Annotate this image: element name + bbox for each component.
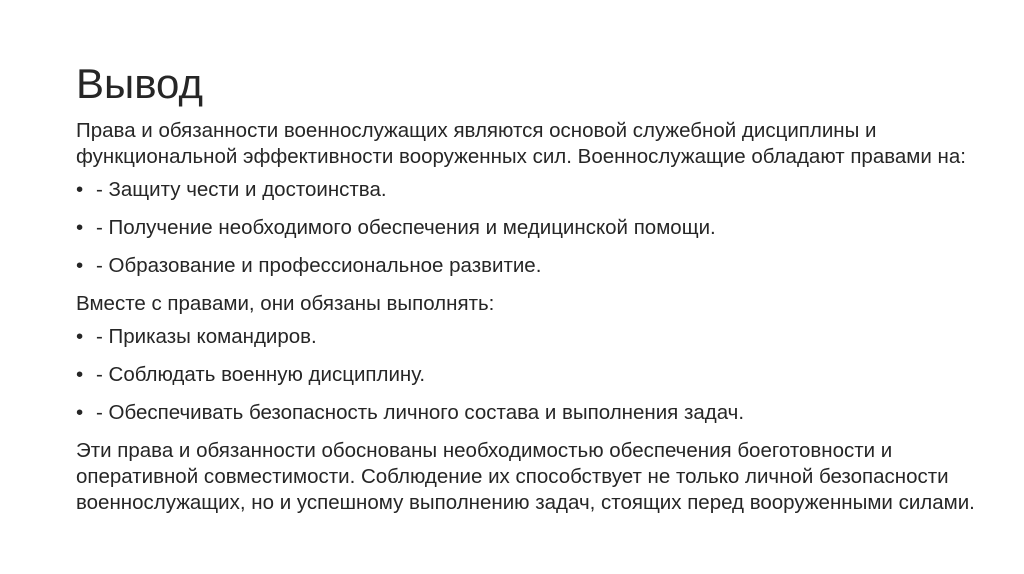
list-item — [76, 215, 976, 241]
list-item-text: - Образование и профессиональное развитие. — [96, 254, 542, 277]
list-item-text: - Приказы командиров. — [96, 325, 317, 348]
bullet-icon: • — [76, 363, 84, 386]
bullet-icon: • — [76, 254, 84, 277]
conclusion-paragraph: Эти права и обязанности обоснованы необходимостью обеспечения боеготовности и оперативной совместимости. Соблюдение их способствует не только личной безопасности военнослужащих, но и успешному выполнению задач, стоящих перед вооруженными силами. — [76, 439, 975, 514]
duties-list — [76, 324, 976, 426]
list-item — [76, 362, 976, 388]
list-item-text: - Соблюдать военную дисциплину. — [96, 363, 426, 386]
bullet-icon: • — [76, 178, 84, 201]
slide-title: Вывод — [76, 60, 203, 107]
list-item-text: - Получение необходимого обеспечения и медицинской помощи. — [96, 216, 716, 239]
list-item-text: - Защиту чести и достоинства. — [96, 178, 387, 201]
list-item — [76, 324, 976, 350]
list-item — [76, 400, 976, 426]
list-item — [76, 177, 976, 203]
slide-body — [76, 118, 976, 523]
bullet-icon: • — [76, 325, 84, 348]
intro-paragraph: Права и обязанности военнослужащих являются основой служебной дисциплины и функциональной эффективности вооруженных сил. Военнослужащие обладают правами на: — [76, 119, 966, 168]
bullet-icon: • — [76, 216, 84, 239]
rights-list — [76, 177, 976, 279]
duties-intro: Вместе с правами, они обязаны выполнять: — [76, 292, 495, 315]
list-item-text: - Обеспечивать безопасность личного состава и выполнения задач. — [96, 401, 745, 424]
bullet-icon: • — [76, 401, 84, 424]
list-item — [76, 253, 976, 279]
